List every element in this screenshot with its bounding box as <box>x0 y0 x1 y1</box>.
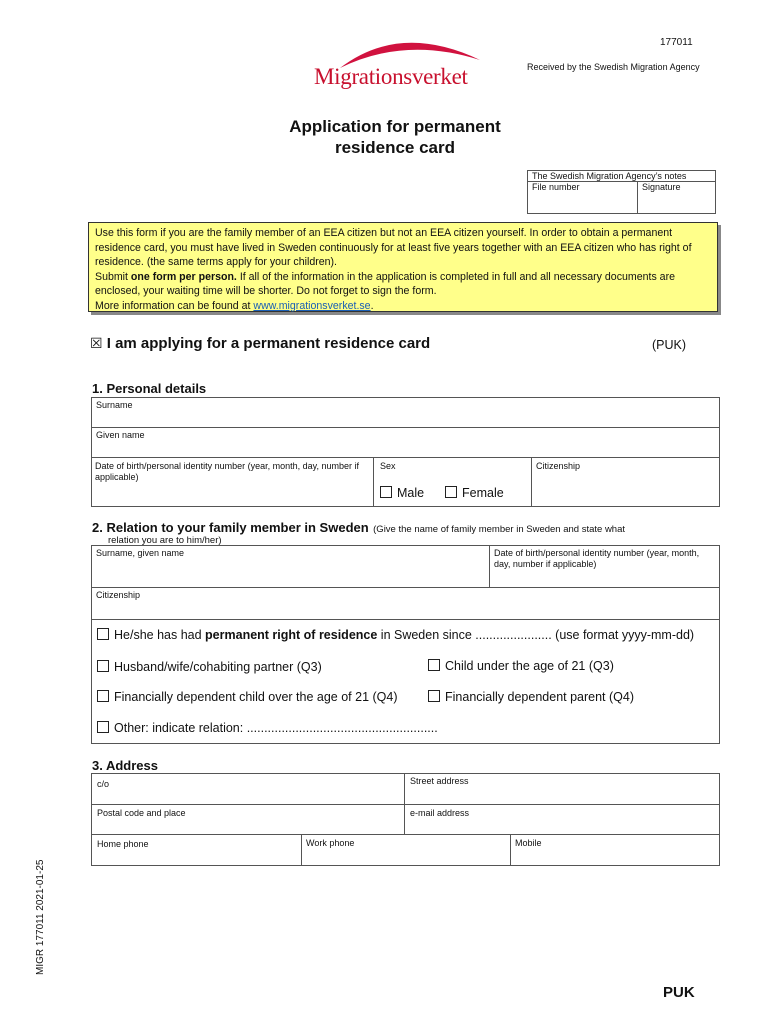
female-checkbox[interactable] <box>445 486 457 498</box>
surname-field[interactable]: Surname <box>96 400 133 410</box>
male-label: Male <box>397 486 425 500</box>
divider <box>301 834 302 866</box>
perm-rest: in Sweden since ...................... (use format yyyy-mm-dd) <box>377 628 695 642</box>
perm-text: He/she has had <box>114 628 206 642</box>
divider <box>91 457 720 458</box>
info-more-text: More information can be found at <box>95 299 254 312</box>
female-option[interactable] <box>445 486 504 500</box>
applying-row <box>90 335 430 352</box>
applying-label: I am applying for a permanent residence card <box>106 335 431 352</box>
section2-subtitle: (Give the name of family member in Sweden and state what <box>373 524 626 535</box>
agency-notes-heading: The Swedish Migration Agency’s notes <box>532 171 687 181</box>
spouse-checkbox[interactable] <box>97 660 109 672</box>
co-field[interactable]: c/o <box>97 779 110 789</box>
spouse-option[interactable] <box>97 660 322 674</box>
info-submit-rest: If all of the information in the application is completed in full and all necessary documents are enclosed, your waiting time will be shorter. Do not forget to sign the form. <box>95 270 675 297</box>
page-title-line2: residence card <box>334 138 455 157</box>
child-over-21-option[interactable] <box>97 690 398 704</box>
dob-field[interactable]: Date of birth/personal identity number (year, month, day, number if applicable) <box>95 461 359 482</box>
side-form-code: MIGR 177011 2021-01-25 <box>35 859 46 975</box>
spouse-label: Husband/wife/cohabiting partner (Q3) <box>114 660 322 674</box>
divider <box>91 804 720 805</box>
logo-text: Migrationsverket <box>314 64 468 89</box>
received-by-label: Received by the Swedish Migration Agency <box>527 62 700 72</box>
divider <box>373 457 374 507</box>
perm-bold: permanent right of residence <box>205 628 378 642</box>
postal-code-field[interactable]: Postal code and place <box>97 808 186 818</box>
family-dob-field[interactable]: Date of birth/personal identity number (year, month, day, number if applicable) <box>494 548 700 569</box>
sex-label: Sex <box>380 461 396 471</box>
permanent-residence-option[interactable] <box>97 628 694 642</box>
info-more-dot: . <box>370 299 374 312</box>
male-option[interactable] <box>380 486 424 500</box>
dependent-parent-option[interactable] <box>428 690 634 704</box>
permanent-residence-checkbox[interactable] <box>97 628 109 640</box>
other-relation-option[interactable] <box>97 721 438 735</box>
file-number-label: File number <box>532 182 580 192</box>
divider <box>489 545 490 587</box>
applying-code: (PUK) <box>652 338 687 352</box>
info-box <box>88 222 718 312</box>
puk-footer: PUK <box>663 984 695 1001</box>
divider <box>404 773 405 834</box>
section1-title: 1. Personal details <box>92 381 207 396</box>
section2-title: 2. Relation to your family member in Sweden <box>92 520 369 535</box>
address-table <box>91 773 720 866</box>
mobile-field[interactable]: Mobile <box>515 838 542 848</box>
home-phone-field[interactable]: Home phone <box>97 839 149 849</box>
divider <box>91 587 720 588</box>
section2-subtitle-cont: relation you are to him/her) <box>108 535 222 546</box>
divider <box>91 427 720 428</box>
info-submit-bold: one form per person. <box>130 270 237 283</box>
email-field[interactable]: e-mail address <box>410 808 470 818</box>
form-number: 177011 <box>660 37 693 48</box>
divider <box>91 619 720 620</box>
child-over-21-checkbox[interactable] <box>97 690 109 702</box>
divider <box>510 834 511 866</box>
logo <box>310 30 490 100</box>
dependent-parent-checkbox[interactable] <box>428 690 440 702</box>
child-under-21-label: Child under the age of 21 (Q3) <box>445 659 614 673</box>
family-name-field[interactable]: Surname, given name <box>96 548 185 558</box>
info-submit <box>95 270 711 299</box>
male-checkbox[interactable] <box>380 486 392 498</box>
signature-label: Signature <box>642 182 681 192</box>
child-under-21-checkbox[interactable] <box>428 659 440 671</box>
relation-table <box>91 545 720 744</box>
street-address-field[interactable]: Street address <box>410 776 469 786</box>
section3-title: 3. Address <box>92 758 158 773</box>
child-over-21-label: Financially dependent child over the age of 21 (Q4) <box>114 690 398 704</box>
page-title <box>200 116 590 158</box>
divider <box>91 834 720 835</box>
family-citizenship-field[interactable]: Citizenship <box>96 590 141 600</box>
info-paragraph: Use this form if you are the family member of an EEA citizen but not an EEA citizen yourself. In order to obtain a permanent residence card, you must have lived in Sweden continuously for at least five years together with an EEA citizen who has right of residence. (the same terms apply for your children). <box>95 227 692 268</box>
female-label: Female <box>462 486 504 500</box>
other-relation-checkbox[interactable] <box>97 721 109 733</box>
info-submit-text: Submit <box>95 270 131 283</box>
work-phone-field[interactable]: Work phone <box>306 838 355 848</box>
citizenship-field[interactable]: Citizenship <box>536 461 581 471</box>
divider <box>531 457 532 507</box>
other-relation-label: Other: indicate relation: ....................................................... <box>114 721 438 735</box>
divider <box>637 181 638 214</box>
migrationsverket-link[interactable]: www.migrationsverket.se <box>253 299 371 312</box>
dependent-parent-label: Financially dependent parent (Q4) <box>445 690 635 704</box>
page-title-line1: Application for permanent <box>289 117 501 136</box>
applying-checkbox[interactable]: ☒ <box>90 336 103 352</box>
child-under-21-option[interactable] <box>428 659 614 673</box>
info-more <box>95 299 711 314</box>
given-name-field[interactable]: Given name <box>96 430 145 440</box>
